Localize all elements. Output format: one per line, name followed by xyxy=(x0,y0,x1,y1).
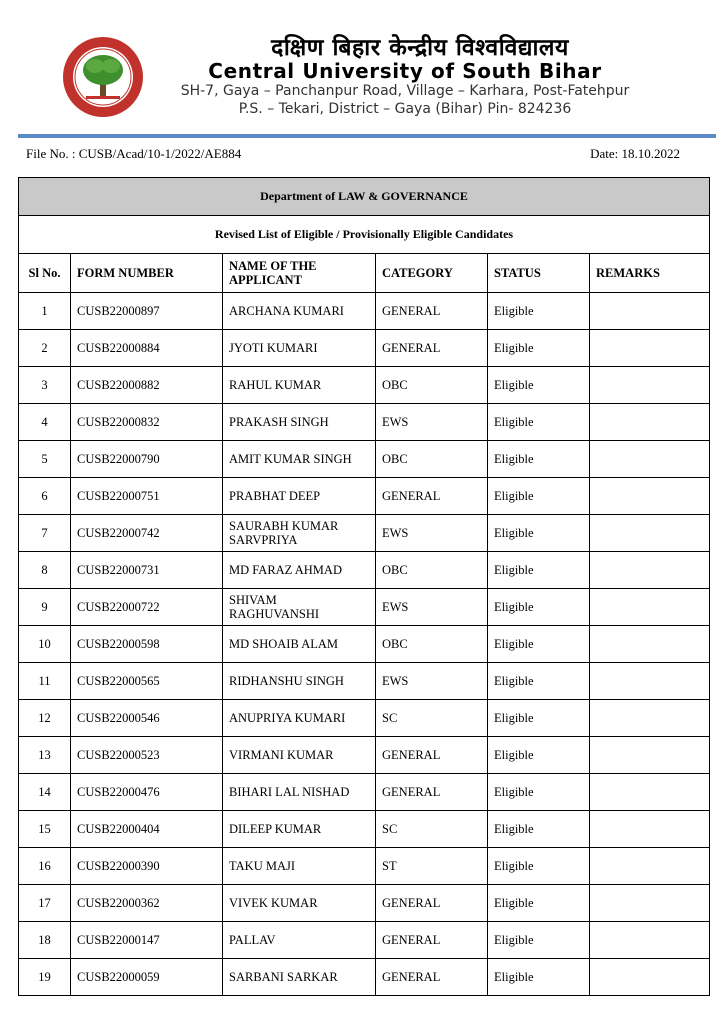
cell-remarks xyxy=(590,552,710,589)
cell-form-number: CUSB22000742 xyxy=(71,515,223,552)
cell-status: Eligible xyxy=(488,515,590,552)
cell-sl-no: 14 xyxy=(19,774,71,811)
cell-status: Eligible xyxy=(488,552,590,589)
cell-form-number: CUSB22000598 xyxy=(71,626,223,663)
cell-category: OBC xyxy=(376,552,488,589)
table-row xyxy=(19,700,710,737)
cell-applicant-name: MD FARAZ AHMAD xyxy=(223,552,376,589)
candidates-table xyxy=(18,177,710,996)
cell-category: GENERAL xyxy=(376,774,488,811)
cell-sl-no: 6 xyxy=(19,478,71,515)
cell-category: OBC xyxy=(376,367,488,404)
cell-status: Eligible xyxy=(488,626,590,663)
cell-applicant-name: ANUPRIYA KUMARI xyxy=(223,700,376,737)
cell-status: Eligible xyxy=(488,700,590,737)
cell-category: ST xyxy=(376,848,488,885)
cell-category: GENERAL xyxy=(376,330,488,367)
cell-form-number: CUSB22000722 xyxy=(71,589,223,626)
table-row xyxy=(19,626,710,663)
table-row xyxy=(19,404,710,441)
cell-status: Eligible xyxy=(488,589,590,626)
cell-remarks xyxy=(590,589,710,626)
cell-remarks xyxy=(590,515,710,552)
address-line-2: P.S. – Tekari, District – Gaya (Bihar) Pin- 824236 xyxy=(238,101,572,117)
table-row xyxy=(19,737,710,774)
cell-remarks xyxy=(590,626,710,663)
cell-applicant-name: PALLAV xyxy=(223,922,376,959)
cell-category: EWS xyxy=(376,589,488,626)
cell-applicant-name: VIRMANI KUMAR xyxy=(223,737,376,774)
cell-remarks xyxy=(590,404,710,441)
address-line-1: SH-7, Gaya – Panchanpur Road, Village – Karhara, Post-Fatehpur xyxy=(180,83,630,99)
cell-form-number: CUSB22000882 xyxy=(71,367,223,404)
cell-form-number: CUSB22000404 xyxy=(71,811,223,848)
cell-form-number: CUSB22000362 xyxy=(71,885,223,922)
cell-category: OBC xyxy=(376,626,488,663)
university-name-english: Central University of South Bihar xyxy=(208,59,602,83)
column-header-form-number: FORM NUMBER xyxy=(71,254,223,293)
cell-status: Eligible xyxy=(488,404,590,441)
cell-category: OBC xyxy=(376,441,488,478)
cell-sl-no: 4 xyxy=(19,404,71,441)
cell-remarks xyxy=(590,478,710,515)
cell-sl-no: 7 xyxy=(19,515,71,552)
cell-applicant-name: PRAKASH SINGH xyxy=(223,404,376,441)
cell-status: Eligible xyxy=(488,774,590,811)
university-seal-icon xyxy=(62,36,144,118)
cell-status: Eligible xyxy=(488,922,590,959)
cell-sl-no: 15 xyxy=(19,811,71,848)
table-row xyxy=(19,589,710,626)
cell-remarks xyxy=(590,330,710,367)
cell-status: Eligible xyxy=(488,367,590,404)
cell-sl-no: 13 xyxy=(19,737,71,774)
cell-form-number: CUSB22000832 xyxy=(71,404,223,441)
table-row xyxy=(19,515,710,552)
cell-category: SC xyxy=(376,811,488,848)
column-header-remarks: REMARKS xyxy=(590,254,710,293)
cell-sl-no: 19 xyxy=(19,959,71,996)
university-name-hindi: दक्षिण बिहार केन्द्रीय विश्वविद्यालय xyxy=(271,35,569,61)
cell-applicant-name: RAHUL KUMAR xyxy=(223,367,376,404)
table-row xyxy=(19,330,710,367)
cell-status: Eligible xyxy=(488,663,590,700)
cell-form-number: CUSB22000731 xyxy=(71,552,223,589)
cell-sl-no: 10 xyxy=(19,626,71,663)
cell-remarks xyxy=(590,737,710,774)
cell-applicant-name: BIHARI LAL NISHAD xyxy=(223,774,376,811)
cell-sl-no: 1 xyxy=(19,293,71,330)
file-number: File No. : CUSB/Acad/10-1/2022/AE884 xyxy=(26,146,242,161)
document-date: Date: 18.10.2022 xyxy=(590,146,680,161)
cell-form-number: CUSB22000059 xyxy=(71,959,223,996)
cell-applicant-name: TAKU MAJI xyxy=(223,848,376,885)
cell-sl-no: 2 xyxy=(19,330,71,367)
cell-status: Eligible xyxy=(488,330,590,367)
cell-category: EWS xyxy=(376,663,488,700)
table-row xyxy=(19,922,710,959)
table-row xyxy=(19,293,710,330)
cell-status: Eligible xyxy=(488,811,590,848)
cell-form-number: CUSB22000751 xyxy=(71,478,223,515)
cell-status: Eligible xyxy=(488,293,590,330)
cell-form-number: CUSB22000790 xyxy=(71,441,223,478)
cell-applicant-name: PRABHAT DEEP xyxy=(223,478,376,515)
cell-remarks xyxy=(590,774,710,811)
cell-category: GENERAL xyxy=(376,959,488,996)
cell-sl-no: 12 xyxy=(19,700,71,737)
cell-applicant-name: AMIT KUMAR SINGH xyxy=(223,441,376,478)
department-row xyxy=(19,178,710,216)
cell-applicant-name: VIVEK KUMAR xyxy=(223,885,376,922)
cell-form-number: CUSB22000565 xyxy=(71,663,223,700)
table-row xyxy=(19,959,710,996)
subtitle-row xyxy=(19,216,710,254)
cell-form-number: CUSB22000523 xyxy=(71,737,223,774)
cell-sl-no: 5 xyxy=(19,441,71,478)
cell-form-number: CUSB22000546 xyxy=(71,700,223,737)
cell-remarks xyxy=(590,700,710,737)
column-header-category: CATEGORY xyxy=(376,254,488,293)
cell-remarks xyxy=(590,959,710,996)
table-row xyxy=(19,367,710,404)
cell-category: GENERAL xyxy=(376,885,488,922)
list-subtitle: Revised List of Eligible / Provisionally Eligible Candidates xyxy=(19,216,710,254)
cell-remarks xyxy=(590,367,710,404)
letterhead xyxy=(0,0,724,140)
column-header-sl: Sl No. xyxy=(19,254,71,293)
column-header-status: STATUS xyxy=(488,254,590,293)
cell-sl-no: 9 xyxy=(19,589,71,626)
table-row xyxy=(19,811,710,848)
cell-remarks xyxy=(590,848,710,885)
cell-form-number: CUSB22000476 xyxy=(71,774,223,811)
cell-form-number: CUSB22000897 xyxy=(71,293,223,330)
table-row xyxy=(19,478,710,515)
table-row xyxy=(19,885,710,922)
table-row xyxy=(19,848,710,885)
cell-form-number: CUSB22000884 xyxy=(71,330,223,367)
cell-sl-no: 3 xyxy=(19,367,71,404)
cell-category: EWS xyxy=(376,515,488,552)
cell-applicant-name: ARCHANA KUMARI xyxy=(223,293,376,330)
cell-status: Eligible xyxy=(488,441,590,478)
cell-remarks xyxy=(590,293,710,330)
cell-applicant-name: DILEEP KUMAR xyxy=(223,811,376,848)
cell-applicant-name: SHIVAM RAGHUVANSHI xyxy=(223,589,376,626)
cell-status: Eligible xyxy=(488,885,590,922)
table-row xyxy=(19,663,710,700)
cell-status: Eligible xyxy=(488,848,590,885)
cell-category: GENERAL xyxy=(376,737,488,774)
cell-sl-no: 8 xyxy=(19,552,71,589)
department-title: Department of LAW & GOVERNANCE xyxy=(19,178,710,216)
cell-remarks xyxy=(590,811,710,848)
cell-form-number: CUSB22000390 xyxy=(71,848,223,885)
cell-sl-no: 11 xyxy=(19,663,71,700)
cell-applicant-name: SARBANI SARKAR xyxy=(223,959,376,996)
table-row xyxy=(19,552,710,589)
cell-category: EWS xyxy=(376,404,488,441)
cell-sl-no: 17 xyxy=(19,885,71,922)
cell-category: GENERAL xyxy=(376,922,488,959)
cell-remarks xyxy=(590,885,710,922)
cell-applicant-name: MD SHOAIB ALAM xyxy=(223,626,376,663)
cell-applicant-name: SAURABH KUMAR SARVPRIYA xyxy=(223,515,376,552)
cell-status: Eligible xyxy=(488,737,590,774)
cell-category: GENERAL xyxy=(376,478,488,515)
cell-status: Eligible xyxy=(488,959,590,996)
cell-form-number: CUSB22000147 xyxy=(71,922,223,959)
cell-applicant-name: RIDHANSHU SINGH xyxy=(223,663,376,700)
cell-applicant-name: JYOTI KUMARI xyxy=(223,330,376,367)
column-header-name: NAME OF THE APPLICANT xyxy=(223,254,376,293)
header-divider xyxy=(18,134,716,138)
cell-remarks xyxy=(590,922,710,959)
cell-status: Eligible xyxy=(488,478,590,515)
cell-sl-no: 16 xyxy=(19,848,71,885)
cell-category: GENERAL xyxy=(376,293,488,330)
cell-category: SC xyxy=(376,700,488,737)
table-row xyxy=(19,774,710,811)
cell-remarks xyxy=(590,441,710,478)
column-header-row xyxy=(19,254,710,293)
table-row xyxy=(19,441,710,478)
cell-remarks xyxy=(590,663,710,700)
cell-sl-no: 18 xyxy=(19,922,71,959)
